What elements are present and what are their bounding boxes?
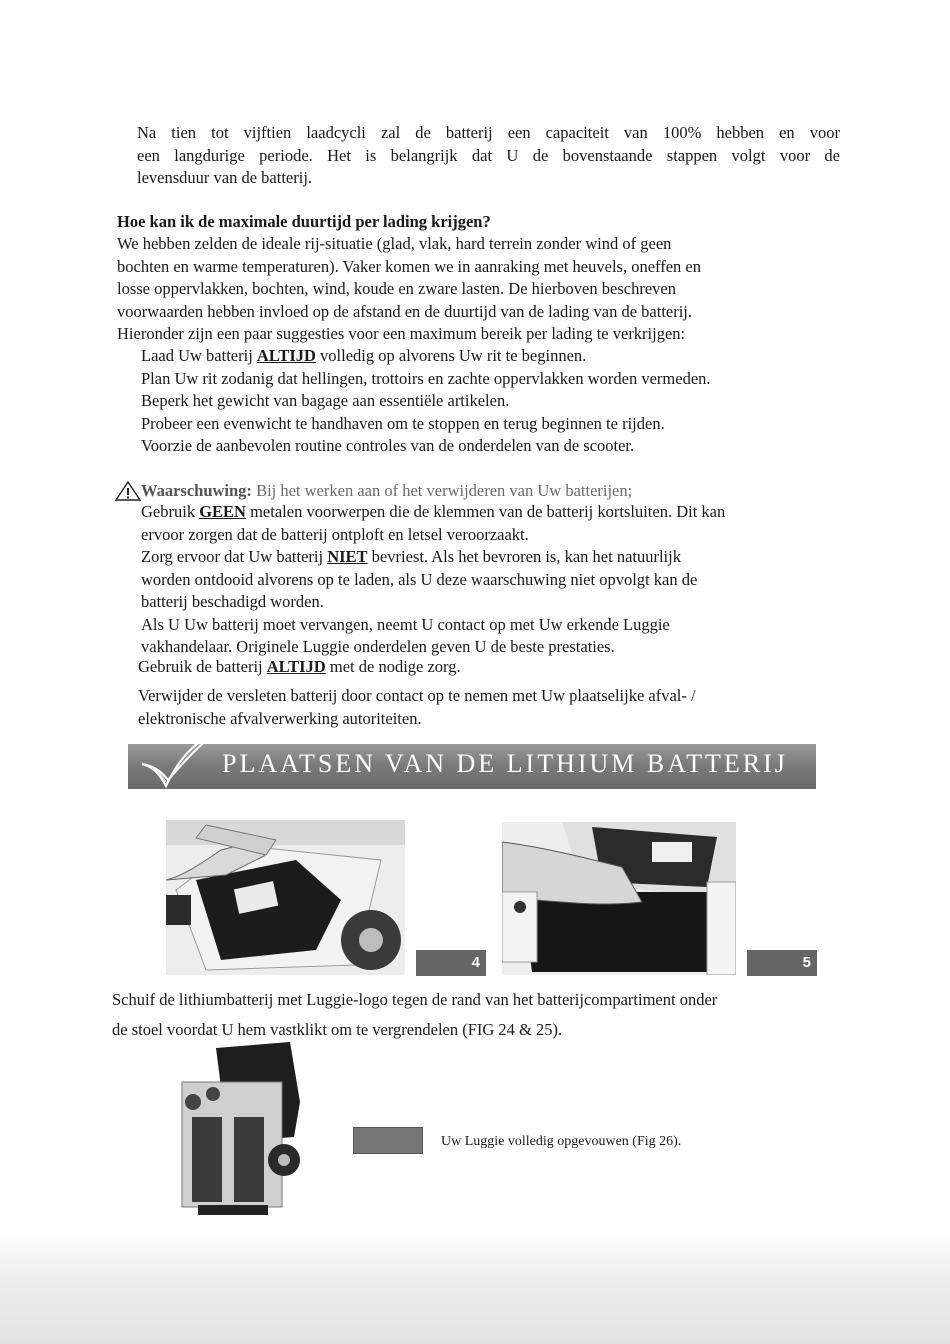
intro-line-2: een langdurige periode. Het is belangrijk dat U de bovenstaande stappen volgt voor de xyxy=(137,145,840,165)
intro-paragraph xyxy=(137,122,840,190)
figure-4-photo xyxy=(166,820,405,975)
warning-item-1-line-2: ervoor zorgen dat de batterij ontploft en letsel veroorzaakt. xyxy=(141,524,529,544)
warning-item-3-line-2: vakhandelaar. Originele Luggie onderdelen geven U de beste prestaties. xyxy=(141,637,615,656)
tip-3: Beperk het gewicht van bagage aan essentiële artikelen. xyxy=(141,391,510,410)
warning-item-5: Verwijder de versleten batterij door contact op te nemen met Uw plaatselijke afval- / elektronische afvalverwerking autoriteiten. xyxy=(138,686,696,728)
warning-triangle-icon xyxy=(115,481,141,501)
checkmark-icon xyxy=(138,730,218,790)
range-line-1: We hebben zelden de ideale rij-situatie (glad, vlak, hard terrein zonder wind of geen xyxy=(117,234,672,253)
instruction-paragraph xyxy=(112,985,852,1045)
tip-1: Laad Uw batterij ALTIJD volledig op alvorens Uw rit te beginnen. xyxy=(141,346,587,365)
warning-item-2: Zorg ervoor dat Uw batterij NIET bevriest. Als het bevroren is, kan het natuurlijk xyxy=(141,547,681,566)
range-line-5: Hieronder zijn een paar suggesties voor een maximum bereik per lading te verkrijgen: xyxy=(117,324,686,343)
instruction-line-2: de stoel voordat U hem vastklikt om te vergrendelen (FIG 24 & 25). xyxy=(112,1020,563,1039)
folded-scooter-photo xyxy=(178,1042,304,1222)
tip-1-emphasis: ALTIJD xyxy=(256,346,316,365)
instruction-line-1: Schuif de lithiumbatterij met Luggie-logo tegen de rand van het batterijcompartiment onder xyxy=(112,990,718,1009)
range-line-3: losse oppervlakken, bochten, wind, koude en zware lasten. De hierboven beschreven xyxy=(117,279,676,298)
warning-item-2-line-2: worden ontdooid alvorens op te laden, als U deze waarschuwing niet opvolgt kan de xyxy=(141,569,698,589)
folded-caption: Uw Luggie volledig opgevouwen (Fig 26). xyxy=(441,1134,682,1149)
figure-5-photo xyxy=(502,822,736,975)
intro-line-3: levensduur van de batterij. xyxy=(137,168,313,187)
section-banner xyxy=(128,744,816,789)
warning-intro: Waarschuwing: Bij het werken aan of het verwijderen van Uw batterijen; xyxy=(141,481,633,500)
warning-item-4: Gebruik de batterij ALTIJD met de nodige zorg. xyxy=(138,657,461,676)
warning-label: Waarschuwing: xyxy=(141,481,252,500)
tip-2: Plan Uw rit zodanig dat hellingen, trottoirs en zachte oppervlakken worden vermeden. xyxy=(141,368,711,388)
figure-4-badge: 4 xyxy=(416,950,486,976)
tip-5: Voorzie de aanbevolen routine controles van de onderdelen van de scooter. xyxy=(141,436,635,455)
warning-item-1: Gebruik GEEN metalen voorwerpen die de klemmen van de batterij kortsluiten. Dit kan xyxy=(141,502,726,521)
warning-item-3: Als U Uw batterij moet vervangen, neemt U contact op met Uw erkende Luggie xyxy=(141,614,670,634)
figure-26-badge xyxy=(353,1127,423,1154)
figure-5-badge: 5 xyxy=(747,950,817,976)
footer-band xyxy=(0,1230,950,1344)
range-paragraph xyxy=(117,233,837,346)
warning-list xyxy=(141,501,841,659)
range-heading: Hoe kan ik de maximale duurtijd per lading krijgen? xyxy=(117,212,491,231)
range-line-2: bochten en warme temperaturen). Vaker komen we in aanraking met heuvels, oneffen en xyxy=(117,256,701,276)
range-line-4: voorwaarden hebben invloed op de afstand en de duurtijd van de lading van de batterij. xyxy=(117,301,693,321)
warning-item-2-line-3: batterij beschadigd worden. xyxy=(141,592,324,611)
banner-title: PLAATSEN VAN DE LITHIUM BATTERIJ xyxy=(222,749,788,778)
tip-4: Probeer een evenwicht te handhaven om te stoppen en terug beginnen te rijden. xyxy=(141,413,665,433)
intro-line-1: Na tien tot vijftien laadcycli zal de batterij een capaciteit van 100% hebben en voor xyxy=(137,123,840,142)
tips-list xyxy=(141,345,841,458)
